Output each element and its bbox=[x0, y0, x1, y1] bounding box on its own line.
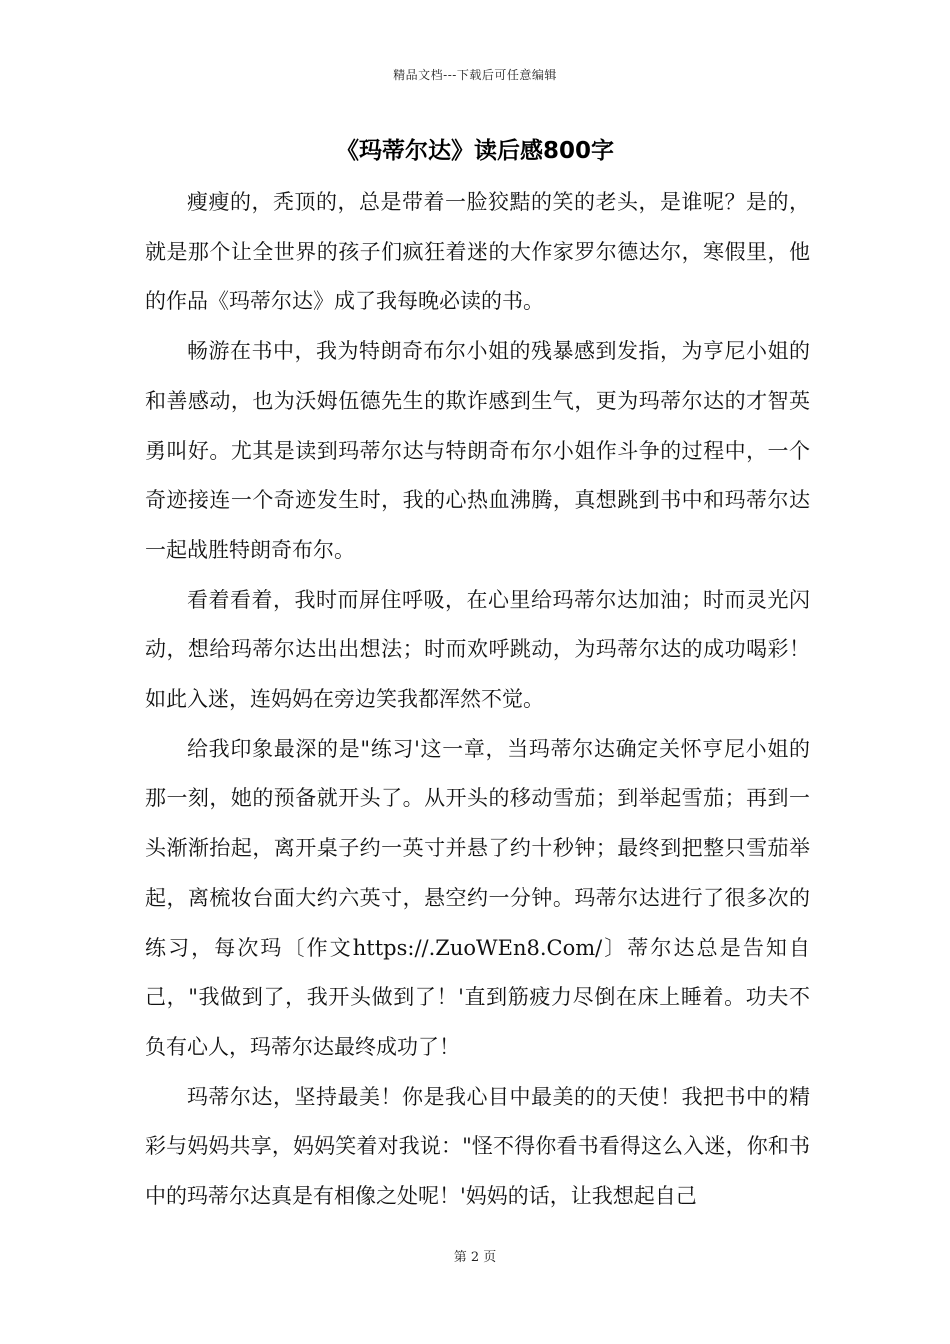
paragraph: 玛蒂尔达，坚持最美！你是我心目中最美的的天使！我把书中的精彩与妈妈共享，妈妈笑着对我说："怪不得你看书看得这么入迷，你和书中的玛蒂尔达真是有相像之处呢！'妈妈的话，让我想起自己 bbox=[145, 1084, 810, 1209]
document-body bbox=[145, 178, 810, 1222]
paragraph: 看着看着，我时而屏住呼吸，在心里给玛蒂尔达加油；时而灵光闪动，想给玛蒂尔达出出想法；时而欢呼跳动，为玛蒂尔达的成功喝彩！如此入迷，连妈妈在旁边笑我都浑然不觉。 bbox=[145, 587, 810, 712]
paragraph: 瘦瘦的，秃顶的，总是带着一脸狡黠的笑的老头，是谁呢？是的，就是那个让全世界的孩子们疯狂着迷的大作家罗尔德达尔，寒假里，他的作品《玛蒂尔达》成了我每晚必读的书。 bbox=[145, 190, 810, 314]
page-number: 第 2 页 bbox=[453, 1250, 497, 1265]
paragraph: 畅游在书中，我为特朗奇布尔小姐的残暴感到发指，为亨尼小姐的和善感动，也为沃姆伍德先生的欺诈感到生气，更为玛蒂尔达的才智英勇叫好。尤其是读到玛蒂尔达与特朗奇布尔小姐作斗争的过程中，一个奇迹接连一个奇迹发生时，我的心热血沸腾，真想跳到书中和玛蒂尔达一起战胜特朗奇布尔。 bbox=[145, 339, 810, 562]
document-title: 《玛蒂尔达》读后感800字 bbox=[335, 138, 614, 164]
paragraph: 给我印象最深的是"练习'这一章，当玛蒂尔达确定关怀亨尼小姐的那一刻，她的预备就开头了。从开头的移动雪茄；到举起雪茄；再到一头渐渐抬起，离开桌子约一英寸并悬了约十秒钟；最终到把整只雪茄举起，离梳妆台面大约六英寸，悬空约一分钟。玛蒂尔达进行了很多次的练习，每次玛〔作文https://.ZuoWEn8.Com/〕蒂尔达总是告知自己，"我做到了，我开头做到了！'直到筋疲力尽倒在床上睡着。功夫不负有心人，玛蒂尔达最终成功了！ bbox=[145, 736, 810, 1059]
page-header: 精品文档---下载后可任意编辑 bbox=[393, 68, 557, 82]
